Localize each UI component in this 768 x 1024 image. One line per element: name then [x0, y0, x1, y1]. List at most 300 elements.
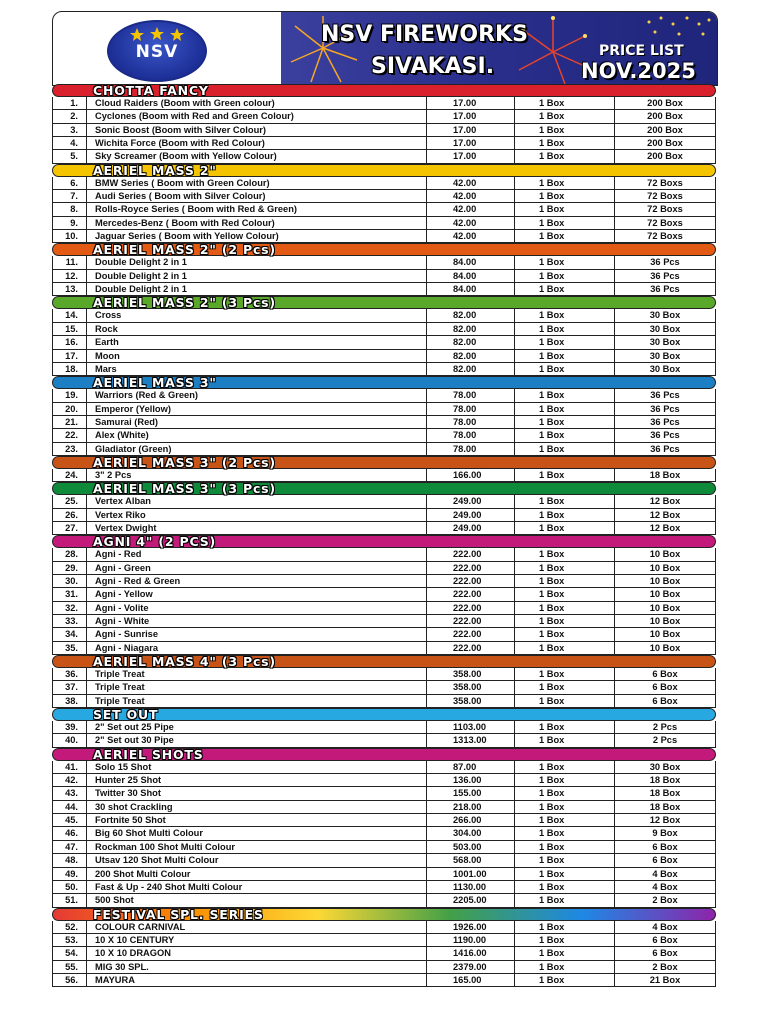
price-cell: 1926.00: [427, 921, 515, 933]
table-row: [52, 734, 716, 747]
section-title: AERIEL MASS 2" (3 Pcs): [93, 295, 276, 311]
product-name-cell: BMW Series ( Boom with Green Colour): [87, 177, 427, 189]
quantity-cell: 1 Box: [515, 814, 615, 826]
price-cell: 249.00: [427, 495, 515, 507]
quantity-cell: 1 Box: [515, 203, 615, 215]
packing-cell: 200 Box: [647, 151, 683, 162]
product-name-cell: Emperor (Yellow): [87, 403, 427, 415]
product-name-cell: Rockman 100 Shot Multi Colour: [87, 841, 427, 853]
section-title: AERIEL MASS 2": [93, 162, 217, 178]
packing-cell: 200 Box: [647, 111, 683, 122]
packing-cell: 72 Boxs: [647, 191, 683, 202]
section-header: [52, 482, 716, 495]
packing-cell: 6 Box: [652, 841, 678, 852]
product-name-cell: 3" 2 Pcs: [87, 469, 427, 481]
price-cell: 165.00: [427, 974, 515, 986]
table-row: [52, 230, 716, 243]
table-row: [52, 681, 716, 694]
packing-cell: 36 Pcs: [650, 270, 680, 281]
quantity-cell: 1 Box: [515, 695, 615, 707]
table-row: [52, 323, 716, 336]
section-title: AERIEL SHOTS: [93, 746, 204, 762]
table-row: [52, 363, 716, 376]
price-cell: 42.00: [427, 230, 515, 242]
price-cell: 78.00: [427, 443, 515, 455]
price-cell: 249.00: [427, 522, 515, 534]
serial-number-cell: 25.: [53, 495, 87, 507]
section-title: AGNI 4" (2 PCS): [93, 534, 217, 550]
quantity-cell: 1 Box: [515, 256, 615, 268]
quantity-cell: 1 Box: [515, 190, 615, 202]
quantity-cell: 1 Box: [515, 947, 615, 959]
quantity-cell: 1 Box: [515, 774, 615, 786]
quantity-cell: 1 Box: [515, 881, 615, 893]
packing-cell: 30 Box: [649, 310, 681, 321]
serial-number-cell: 49.: [53, 868, 87, 880]
serial-number-cell: 9.: [53, 217, 87, 229]
table-row: [52, 841, 716, 854]
quantity-cell: 1 Box: [515, 827, 615, 839]
section-title: SET OUT: [93, 707, 159, 723]
product-name-cell: Moon: [87, 350, 427, 362]
product-name-cell: Double Delight 2 in 1: [87, 270, 427, 282]
serial-number-cell: 31.: [53, 588, 87, 600]
serial-number-cell: 20.: [53, 403, 87, 415]
serial-number-cell: 47.: [53, 841, 87, 853]
table-row: [52, 827, 716, 840]
packing-cell: 18 Box: [649, 775, 681, 786]
product-name-cell: Agni - Sunrise: [87, 628, 427, 640]
price-cell: 78.00: [427, 403, 515, 415]
product-name-cell: Samurai (Red): [87, 416, 427, 428]
section-header: [52, 84, 716, 97]
serial-number-cell: 43.: [53, 787, 87, 799]
serial-number-cell: 15.: [53, 323, 87, 335]
product-name-cell: Agni - Red: [87, 548, 427, 560]
table-row: [52, 124, 716, 137]
table-row: [52, 522, 716, 535]
product-name-cell: MAYURA: [87, 974, 427, 986]
product-name-cell: Mercedes-Benz ( Boom with Red Colour): [87, 217, 427, 229]
product-name-cell: Triple Treat: [87, 668, 427, 680]
packing-cell: 18 Box: [649, 788, 681, 799]
packing-cell: 10 Box: [649, 602, 681, 613]
price-cell: 222.00: [427, 588, 515, 600]
price-cell: 1130.00: [427, 881, 515, 893]
serial-number-cell: 23.: [53, 443, 87, 455]
brand-logo: [107, 20, 207, 82]
serial-number-cell: 4.: [53, 137, 87, 149]
quantity-cell: 1 Box: [515, 628, 615, 640]
packing-cell: 36 Pcs: [650, 443, 680, 454]
product-name-cell: Audi Series ( Boom with Silver Colour): [87, 190, 427, 202]
table-row: [52, 642, 716, 655]
serial-number-cell: 8.: [53, 203, 87, 215]
packing-cell: 2 Box: [652, 895, 678, 906]
packing-cell: 30 Box: [649, 761, 681, 772]
quantity-cell: 1 Box: [515, 934, 615, 946]
price-cell: 17.00: [427, 124, 515, 136]
product-name-cell: Cross: [87, 309, 427, 321]
serial-number-cell: 33.: [53, 615, 87, 627]
product-name-cell: Agni - Volite: [87, 602, 427, 614]
packing-cell: 21 Box: [649, 974, 681, 985]
quantity-cell: 1 Box: [515, 868, 615, 880]
serial-number-cell: 54.: [53, 947, 87, 959]
quantity-cell: 1 Box: [515, 548, 615, 560]
packing-cell: 9 Box: [652, 828, 678, 839]
table-row: [52, 350, 716, 363]
quantity-cell: 1 Box: [515, 389, 615, 401]
serial-number-cell: 6.: [53, 177, 87, 189]
packing-cell: 4 Box: [652, 921, 678, 932]
quantity-cell: 1 Box: [515, 602, 615, 614]
product-name-cell: Rolls-Royce Series ( Boom with Red & Green): [87, 203, 427, 215]
serial-number-cell: 40.: [53, 734, 87, 746]
quantity-cell: 1 Box: [515, 217, 615, 229]
table-row: [52, 389, 716, 402]
price-cell: 222.00: [427, 615, 515, 627]
serial-number-cell: 34.: [53, 628, 87, 640]
header-banner: [52, 11, 718, 86]
price-cell: 568.00: [427, 854, 515, 866]
price-cell: 84.00: [427, 256, 515, 268]
price-cell: 266.00: [427, 814, 515, 826]
table-row: [52, 429, 716, 442]
table-row: [52, 336, 716, 349]
packing-cell: 12 Box: [649, 509, 681, 520]
section-header: [52, 535, 716, 548]
serial-number-cell: 32.: [53, 602, 87, 614]
price-cell: 78.00: [427, 389, 515, 401]
price-cell: 222.00: [427, 602, 515, 614]
packing-cell: 30 Box: [649, 363, 681, 374]
serial-number-cell: 28.: [53, 548, 87, 560]
price-cell: 166.00: [427, 469, 515, 481]
price-cell: 17.00: [427, 110, 515, 122]
section-title: AERIEL MASS 3" (2 Pcs): [93, 454, 276, 470]
section-header: [52, 376, 716, 389]
quantity-cell: 1 Box: [515, 363, 615, 375]
packing-cell: 36 Pcs: [650, 403, 680, 414]
serial-number-cell: 55.: [53, 961, 87, 973]
table-row: [52, 443, 716, 456]
packing-cell: 4 Box: [652, 868, 678, 879]
serial-number-cell: 5.: [53, 150, 87, 162]
product-name-cell: Triple Treat: [87, 695, 427, 707]
product-name-cell: Cyclones (Boom with Red and Green Colour): [87, 110, 427, 122]
quantity-cell: 1 Box: [515, 283, 615, 295]
serial-number-cell: 42.: [53, 774, 87, 786]
price-cell: 222.00: [427, 642, 515, 654]
serial-number-cell: 50.: [53, 881, 87, 893]
packing-cell: 200 Box: [647, 124, 683, 135]
table-row: [52, 256, 716, 269]
table-row: [52, 548, 716, 561]
product-name-cell: Agni - Red & Green: [87, 575, 427, 587]
product-name-cell: 10 X 10 DRAGON: [87, 947, 427, 959]
quantity-cell: 1 Box: [515, 323, 615, 335]
table-row: [52, 203, 716, 216]
table-row: [52, 575, 716, 588]
packing-cell: 2 Pcs: [652, 722, 678, 733]
serial-number-cell: 35.: [53, 642, 87, 654]
product-name-cell: Fortnite 50 Shot: [87, 814, 427, 826]
table-row: [52, 309, 716, 322]
packing-cell: 6 Box: [652, 669, 678, 680]
product-name-cell: Sky Screamer (Boom with Yellow Colour): [87, 150, 427, 162]
serial-number-cell: 37.: [53, 681, 87, 693]
quantity-cell: 1 Box: [515, 522, 615, 534]
section-title: CHOTTA FANCY: [93, 83, 209, 98]
price-cell: 42.00: [427, 203, 515, 215]
table-row: [52, 137, 716, 150]
price-cell: 155.00: [427, 787, 515, 799]
table-row: [52, 774, 716, 787]
quantity-cell: 1 Box: [515, 177, 615, 189]
product-name-cell: 30 shot Crackling: [87, 801, 427, 813]
packing-cell: 2 Box: [652, 961, 678, 972]
price-cell: 358.00: [427, 668, 515, 680]
product-name-cell: Warriors (Red & Green): [87, 389, 427, 401]
section-header: [52, 164, 716, 177]
quantity-cell: 1 Box: [515, 801, 615, 813]
serial-number-cell: 38.: [53, 695, 87, 707]
packing-cell: 36 Pcs: [650, 390, 680, 401]
quantity-cell: 1 Box: [515, 416, 615, 428]
table-row: [52, 761, 716, 774]
price-cell: 17.00: [427, 150, 515, 162]
serial-number-cell: 36.: [53, 668, 87, 680]
serial-number-cell: 22.: [53, 429, 87, 441]
table-row: [52, 562, 716, 575]
quantity-cell: 1 Box: [515, 562, 615, 574]
quantity-cell: 1 Box: [515, 961, 615, 973]
price-cell: 78.00: [427, 429, 515, 441]
product-name-cell: Utsav 120 Shot Multi Colour: [87, 854, 427, 866]
product-name-cell: Alex (White): [87, 429, 427, 441]
serial-number-cell: 51.: [53, 894, 87, 906]
price-cell: 17.00: [427, 137, 515, 149]
table-row: [52, 695, 716, 708]
price-cell: 1001.00: [427, 868, 515, 880]
packing-cell: 10 Box: [649, 616, 681, 626]
quantity-cell: 1 Box: [515, 721, 615, 733]
table-row: [52, 947, 716, 960]
table-row: [52, 934, 716, 947]
product-name-cell: Twitter 30 Shot: [87, 787, 427, 799]
section-header: [52, 243, 716, 256]
packing-cell: 4 Box: [652, 881, 678, 892]
packing-cell: 200 Box: [647, 98, 683, 108]
packing-cell: 36 Pcs: [650, 430, 680, 441]
product-name-cell: Gladiator (Green): [87, 443, 427, 455]
packing-cell: 36 Pcs: [650, 284, 680, 295]
section-title: AERIEL MASS 3" (3 Pcs): [93, 481, 276, 497]
packing-cell: 12 Box: [649, 496, 681, 507]
price-cell: 503.00: [427, 841, 515, 853]
product-name-cell: MIG 30 SPL.: [87, 961, 427, 973]
serial-number-cell: 41.: [53, 761, 87, 773]
price-cell: 358.00: [427, 681, 515, 693]
company-location: SIVAKASI.: [371, 54, 495, 79]
table-row: [52, 801, 716, 814]
product-name-cell: Earth: [87, 336, 427, 348]
product-name-cell: Vertex Alban: [87, 495, 427, 507]
packing-cell: 30 Box: [649, 337, 681, 348]
serial-number-cell: 39.: [53, 721, 87, 733]
table-row: [52, 416, 716, 429]
serial-number-cell: 1.: [53, 97, 87, 109]
serial-number-cell: 29.: [53, 562, 87, 574]
section-header: [52, 296, 716, 309]
quantity-cell: 1 Box: [515, 350, 615, 362]
table-row: [52, 588, 716, 601]
price-cell: 136.00: [427, 774, 515, 786]
table-row: [52, 403, 716, 416]
price-cell: 42.00: [427, 190, 515, 202]
serial-number-cell: 14.: [53, 309, 87, 321]
packing-cell: 72 Boxs: [647, 217, 683, 228]
serial-number-cell: 48.: [53, 854, 87, 866]
section-title: AERIEL MASS 2" (2 Pcs): [93, 242, 276, 258]
quantity-cell: 1 Box: [515, 854, 615, 866]
price-cell: 84.00: [427, 270, 515, 282]
product-name-cell: Wichita Force (Boom with Red Colour): [87, 137, 427, 149]
quantity-cell: 1 Box: [515, 509, 615, 521]
quantity-cell: 1 Box: [515, 761, 615, 773]
serial-number-cell: 17.: [53, 350, 87, 362]
serial-number-cell: 45.: [53, 814, 87, 826]
quantity-cell: 1 Box: [515, 495, 615, 507]
serial-number-cell: 27.: [53, 522, 87, 534]
quantity-cell: 1 Box: [515, 124, 615, 136]
section-header: [52, 655, 716, 668]
section-title: FESTIVAL SPL. SERIES: [93, 906, 264, 922]
quantity-cell: 1 Box: [515, 429, 615, 441]
quantity-cell: 1 Box: [515, 270, 615, 282]
price-cell: 2205.00: [427, 894, 515, 906]
price-cell: 82.00: [427, 323, 515, 335]
quantity-cell: 1 Box: [515, 150, 615, 162]
price-list-date: NOV.2025: [581, 59, 696, 83]
packing-cell: 30 Box: [649, 350, 681, 361]
table-row: [52, 668, 716, 681]
packing-cell: 200 Box: [647, 138, 683, 149]
quantity-cell: 1 Box: [515, 110, 615, 122]
packing-cell: 72 Boxs: [647, 231, 683, 242]
quantity-cell: 1 Box: [515, 668, 615, 680]
quantity-cell: 1 Box: [515, 974, 615, 986]
price-cell: 218.00: [427, 801, 515, 813]
packing-cell: 6 Box: [652, 948, 678, 959]
packing-cell: 6 Box: [652, 682, 678, 693]
packing-cell: 10 Box: [649, 549, 681, 560]
quantity-cell: 1 Box: [515, 787, 615, 799]
table-row: [52, 110, 716, 123]
serial-number-cell: 26.: [53, 509, 87, 521]
product-name-cell: Big 60 Shot Multi Colour: [87, 827, 427, 839]
table-row: [52, 177, 716, 190]
price-cell: 78.00: [427, 416, 515, 428]
table-row: [52, 283, 716, 296]
table-row: [52, 495, 716, 508]
product-name-cell: Sonic Boost (Boom with Silver Colour): [87, 124, 427, 136]
quantity-cell: 1 Box: [515, 681, 615, 693]
price-cell: 2379.00: [427, 961, 515, 973]
serial-number-cell: 24.: [53, 469, 87, 481]
serial-number-cell: 10.: [53, 230, 87, 242]
price-cell: 42.00: [427, 217, 515, 229]
price-table: [52, 84, 716, 987]
company-name: NSV FIREWORKS: [321, 22, 528, 47]
section-header: [52, 748, 716, 761]
section-header: [52, 708, 716, 721]
packing-cell: 2 Pcs: [652, 735, 678, 746]
product-name-cell: Fast & Up - 240 Shot Multi Colour: [87, 881, 427, 893]
packing-cell: 10 Box: [649, 589, 681, 600]
price-list-label: PRICE LIST: [599, 43, 684, 59]
table-row: [52, 894, 716, 907]
price-cell: 1103.00: [427, 721, 515, 733]
product-name-cell: Vertex Dwight: [87, 522, 427, 534]
serial-number-cell: 21.: [53, 416, 87, 428]
product-name-cell: Triple Treat: [87, 681, 427, 693]
product-name-cell: Hunter 25 Shot: [87, 774, 427, 786]
quantity-cell: 1 Box: [515, 575, 615, 587]
table-row: [52, 270, 716, 283]
quantity-cell: 1 Box: [515, 336, 615, 348]
quantity-cell: 1 Box: [515, 921, 615, 933]
table-row: [52, 787, 716, 800]
quantity-cell: 1 Box: [515, 615, 615, 627]
price-cell: 87.00: [427, 761, 515, 773]
logo-text: NSV: [135, 42, 179, 62]
price-cell: 222.00: [427, 575, 515, 587]
product-name-cell: 2" Set out 30 Pipe: [87, 734, 427, 746]
section-title: AERIEL MASS 3": [93, 375, 217, 391]
price-cell: 249.00: [427, 509, 515, 521]
quantity-cell: 1 Box: [515, 97, 615, 109]
product-name-cell: Double Delight 2 in 1: [87, 256, 427, 268]
serial-number-cell: 19.: [53, 389, 87, 401]
packing-cell: 12 Box: [649, 815, 681, 826]
price-cell: 304.00: [427, 827, 515, 839]
price-cell: 222.00: [427, 548, 515, 560]
serial-number-cell: 3.: [53, 124, 87, 136]
serial-number-cell: 18.: [53, 363, 87, 375]
serial-number-cell: 2.: [53, 110, 87, 122]
serial-number-cell: 46.: [53, 827, 87, 839]
serial-number-cell: 13.: [53, 283, 87, 295]
table-row: [52, 628, 716, 641]
product-name-cell: COLOUR CARNIVAL: [87, 921, 427, 933]
packing-cell: 12 Box: [649, 522, 681, 533]
quantity-cell: 1 Box: [515, 588, 615, 600]
product-name-cell: Mars: [87, 363, 427, 375]
price-cell: 1190.00: [427, 934, 515, 946]
table-row: [52, 469, 716, 482]
packing-cell: 18 Box: [649, 801, 681, 812]
packing-cell: 36 Pcs: [650, 257, 680, 268]
serial-number-cell: 30.: [53, 575, 87, 587]
table-row: [52, 190, 716, 203]
price-cell: 222.00: [427, 562, 515, 574]
price-cell: 222.00: [427, 628, 515, 640]
quantity-cell: 1 Box: [515, 642, 615, 654]
table-row: [52, 814, 716, 827]
price-cell: 1416.00: [427, 947, 515, 959]
